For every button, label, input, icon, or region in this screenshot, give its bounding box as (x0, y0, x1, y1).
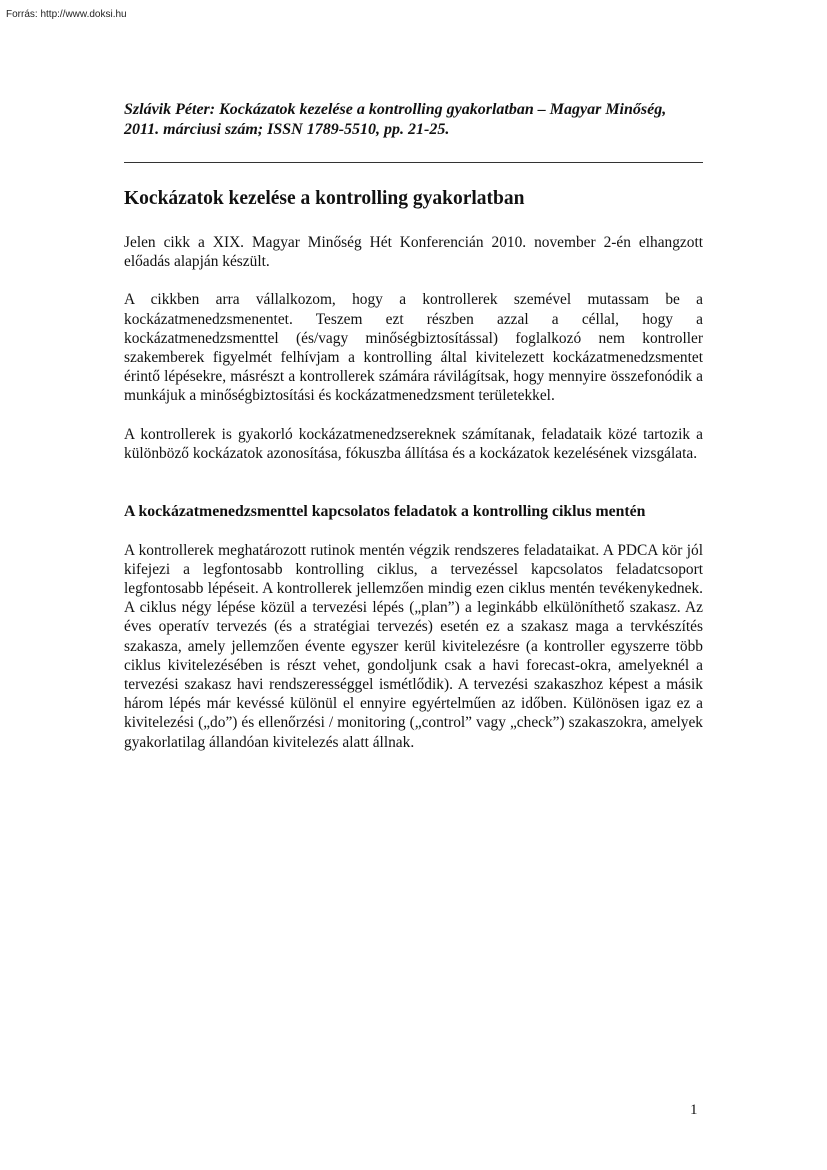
page-number: 1 (690, 1102, 698, 1118)
header-divider (124, 162, 703, 163)
citation-header: Szlávik Péter: Kockázatok kezelése a kontrolling gyakorlatban – Magyar Minőség, 2011. márciusi szám; ISSN 1789-5510, pp. 21-25. (124, 101, 667, 138)
section-paragraph: A kontrollerek meghatározott rutinok mentén végzik rendszeres feladataikat. A PDCA kör jól kifejezi a legfontosabb kontrolling ciklus, a tervezéssel kapcsolatos feladatcsoport legfontosabb lépéseit. A kontrollerek jellemzően mindig ezen ciklus mentén tevékenykednek. A ciklus négy lépése közül a tervezési lépés („plan”) a leginkább elkülöníthető szakasz. Az éves operatív tervezés (és a stratégiai tervezés) esetén ez a szakasz maga a tervkészítés szakasza, amely jellemzően évente egyszer kerül kivitelezésre (a kontroller egyszerre több ciklus kivitelezésében is részt vehet, gondoljunk csak a havi forecast-okra, amelyeknél a tervezési szakasz havi rendszerességgel ismétlődik). A tervezési szakaszhoz képest a másik három lépés már kevéssé különül el ennyire egyértelműen az időben. Különösen igaz ez a kivitelezési („do”) és ellenőrzési / monitoring („control” vagy „check”) szakaszokra, amelyek gyakorlatilag állandóan kivitelezés alatt állnak. (124, 541, 703, 751)
body-paragraph: A cikkben arra vállalkozom, hogy a kontrollerek szemével mutassam be a kockázatmenedzsmenentet. Teszem ezt részben azzal a céllal, hogy a kockázatmenedzsmenttel (és/vagy minőségbiztosítással) foglalkozó nem kontroller szakemberek figyelmét felhívjam a kontrolling által kivitelezett kockázatmenedzsmentet érintő lépésekre, másrészt a kontrollerek számára rávilágítsak, hogy mennyire összefonódik a munkájuk a minőségbiztosítási és kockázatmenedzsment területekkel. (124, 291, 703, 405)
document-page (124, 100, 703, 752)
document-title: Kockázatok kezelése a kontrolling gyakorlatban (124, 188, 525, 209)
section-heading: A kockázatmenedzsmenttel kapcsolatos feladatok a kontrolling ciklus mentén (124, 503, 646, 521)
intro-paragraph: Jelen cikk a XIX. Magyar Minőség Hét Konferencián 2010. november 2-én elhangzott előadás alapján készült. (124, 234, 703, 271)
body-paragraph: A kontrollerek is gyakorló kockázatmenedzsereknek számítanak, feladataik közé tartozik a különböző kockázatok azonosítása, fókuszba állítása és a kockázatok kezelésének vizsgálata. (124, 425, 703, 462)
source-url-label: Forrás: http://www.doksi.hu (6, 9, 127, 20)
